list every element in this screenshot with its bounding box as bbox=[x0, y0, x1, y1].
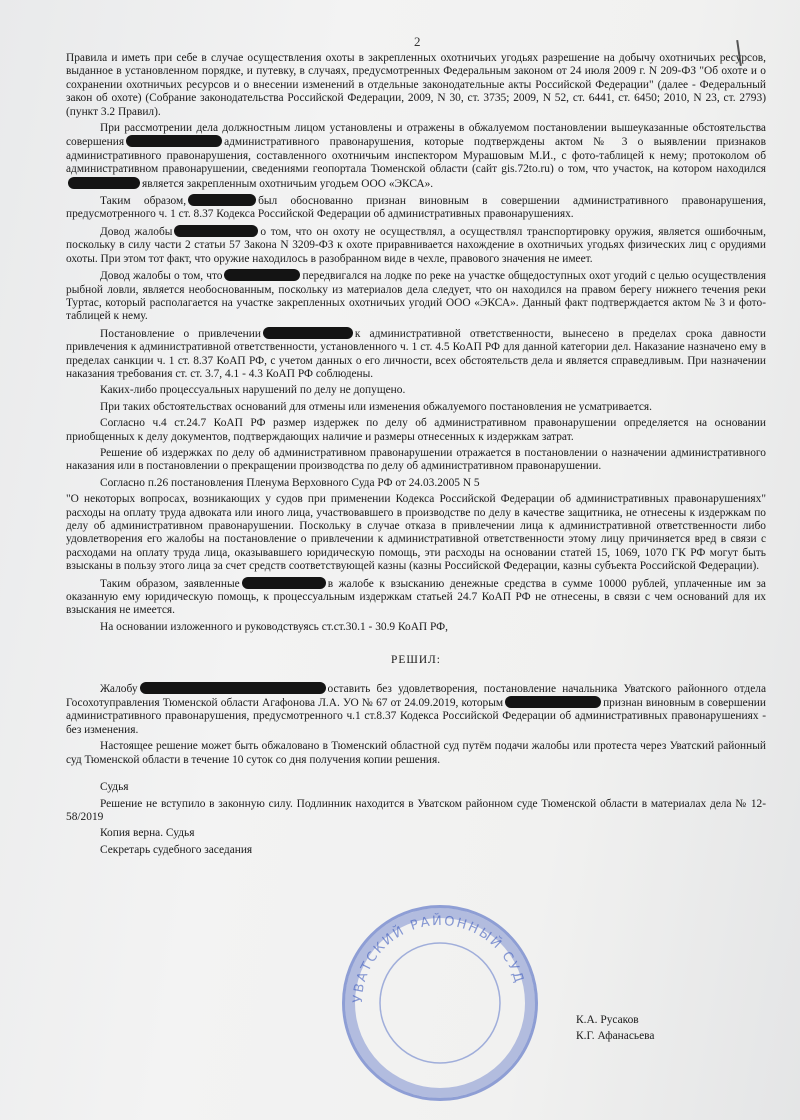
paragraph-appeal: Настоящее решение может быть обжаловано в Тюменский областной суд путём подачи жалобы или протеста через Уватский районный суд Тюменской области в течение 10 суток со дня получения копии решения. bbox=[66, 740, 766, 766]
redaction bbox=[263, 327, 353, 339]
paragraph-no-violations: Каких-либо процессуальных нарушений по делу не допущено. bbox=[100, 384, 406, 397]
paragraph-decision: Жалобу оставить без удовлетворения, постановление начальника Уватского районного отдела Госохотуправления Тюменской области Агафонова Л.А. УО № 67 от 24.09.2019, которым признан виновным в совершении административного правонарушения, предусмотренного ч.1 ст.8.37 Кодекса Российской Федерации об административных правонарушениях - без изменения. bbox=[66, 682, 766, 736]
redaction bbox=[188, 194, 256, 206]
paragraph-rules: Правила и иметь при себе в случае осуществления охоты в закрепленных охотничьих угодьях разрешение на добычу охотничьих ресурсов, выданное в установленном порядке, и путевку, в случаях, предусмотренных Федеральным законом от 24 июля 2009 г. N 209-ФЗ "Об охоте и о сохранении охотничьих ресурсов и о внесении изменений в отдельные законодательные акты Российской Федерации" (далее - Федеральный закон об охоте) (Собрание законодательства Российской Федерации, 2009, N 30, ст. 3735; 2009, N 52, ст. 6441, ст. 6450; 2010, N 23, ст. 2793) (пункт 3.2 Правил). bbox=[66, 52, 766, 118]
page-number: 2 bbox=[414, 34, 421, 49]
copy-label: Копия верна. Судья bbox=[100, 827, 195, 840]
paragraph-circumstances: При рассмотрении дела должностным лицом установлены и отражены в обжалуемом постановлении вышеуказанные обстоятельства совершения административного правонарушения, которые подтверждены актом № 3 о выявлении признаков административного правонарушения, составленного охотничьим инспектором Мурашовым М.И., с фото-таблицей к нему; протоколом об административном правонарушении, сведениями геопортала Тюменской области (сайт gis.72to.ru) о том, что участок, на котором находилсяявляется закрепленным охотничьим угодьем ООО «ЭКСА». bbox=[66, 122, 766, 190]
secretary-label: Секретарь судебного заседания bbox=[100, 843, 253, 856]
signature-judge: К.А. Русаков bbox=[576, 1014, 639, 1026]
redaction bbox=[68, 177, 140, 189]
paragraph-costs-decision: Решение об издержках по делу об административном правонарушении отражается в постановлении о назначении административного наказания или в постановлении о прекращении производства по делу об административном правонарушении. bbox=[66, 446, 766, 473]
signatures bbox=[576, 1012, 654, 1044]
paragraph-plenum: Согласно п.26 постановления Пленума Верховного Суда РФ от 24.03.2005 N 5 bbox=[100, 476, 480, 489]
redaction bbox=[140, 682, 326, 694]
redaction bbox=[126, 135, 222, 147]
redaction bbox=[242, 577, 326, 589]
redaction bbox=[505, 696, 601, 708]
svg-text:УВАТСКИЙ РАЙОННЫЙ СУД bbox=[351, 913, 527, 1003]
document-body bbox=[66, 52, 766, 860]
stamp-text: УВАТСКИЙ РАЙОННЫЙ СУД bbox=[350, 913, 527, 1004]
court-stamp bbox=[342, 905, 538, 1101]
paragraph-basis: На основании изложенного и руководствуясь ст.ст.30.1 - 30.9 КоАП РФ, bbox=[100, 620, 448, 633]
redaction bbox=[224, 269, 300, 281]
redaction bbox=[174, 225, 258, 237]
paragraph-claimed-costs: Таким образом, заявленные в жалобе к взысканию денежные средства в сумме 10000 рублей, уплаченные им за оказанную ему юридическую помощь, к процессуальным издержкам статьей 24.7 КоАП РФ не отнесены, в связи с чем оснований для их взыскания не имеется. bbox=[66, 577, 766, 617]
not-in-force-note: Решение не вступило в законную силу. Подлинник находится в Уватском районном суде Тюменской области в материалах дела № 12-58/2019 bbox=[66, 797, 766, 823]
paragraph-guilty: Таким образом, был обоснованно признан виновным в совершении административного правонарушения, предусмотренного ч. 1 ст. 8.37 Кодекса Российской Федерации об административных правонарушениях. bbox=[66, 195, 766, 221]
paragraph-boat: Довод жалобы о том, что передвигался на лодке по реке на участке общедоступных охот угодий с целью осуществления рыбной ловли, является необоснованным, поскольку из материалов дела следует, что он находился на правом берегу нижнего течения реки Туртас, который располагается на участке закрепленных охотничьих угодий ООО «ЭКСА». Данный факт подтверждается актом № 3 и фото-таблицей к нему. bbox=[66, 270, 766, 323]
paragraph-resolution: Постановление о привлечении к административной ответственности, вынесено в пределах срока давности привлечения к административной ответственности, установленного ч. 1 ст. 4.5 КоАП РФ для данной категории дел. Наказание назначено ему в пределах санкции ч. 1 ст. 8.37 КоАП РФ, с учетом данных о его личности, всех обстоятельств дела и является справедливым. При назначении наказания требования ст. ст. 3.7, 4.1 - 4.3 КоАП РФ соблюдены. bbox=[66, 327, 766, 380]
decision-heading: РЕШИЛ: bbox=[391, 654, 441, 667]
signature-secretary: К.Г. Афанасьева bbox=[576, 1030, 655, 1042]
paragraph-no-grounds: При таких обстоятельствах оснований для отмены или изменения обжалуемого постановления не усматривается. bbox=[100, 400, 652, 413]
signature-block bbox=[66, 781, 766, 857]
judge-label: Судья bbox=[100, 781, 129, 794]
paragraph-transport: Довод жалобы о том, что он охоту не осуществлял, а осуществлял транспортировку оружия, является ошибочным, поскольку в силу части 2 статьи 57 Закона N 3209-ФЗ к охоте приравнивается нахождение в охотничьих угодьях физических лиц с орудиями охоты. При этом тот факт, что оружие находилось в разобранном виде в чехле, правового значения не имеет. bbox=[66, 225, 766, 265]
paragraph-plenum-quote: "О некоторых вопросах, возникающих у судов при применении Кодекса Российской Федерации об административных правонарушениях" расходы на оплату труда адвоката или иного лица, участвовавшего в производстве по делу в качестве защитника, не отнесены к издержкам по делу об административном правонарушении. Поскольку в случае отказа в привлечении лица к административной ответственности либо удовлетворения его жалобы на постановление о привлечении к административной ответственности этому лицу причиняется вред в связи с расходами на оплату труда лица, оказывавшего юридическую помощь, эти расходы на основании статей 15, 1069, 1070 ГК РФ могут быть взысканы в пользу этого лица за счет средств соответствующей казны (казны Российской Федерации, казны субъекта Российской Федерации). bbox=[66, 493, 766, 573]
paragraph-costs-size: Согласно ч.4 ст.24.7 КоАП РФ размер издержек по делу об административном правонарушении определяется на основании приобщенных к делу документов, подтверждающих наличие и размеры отнесенных к издержкам затрат. bbox=[66, 417, 766, 443]
